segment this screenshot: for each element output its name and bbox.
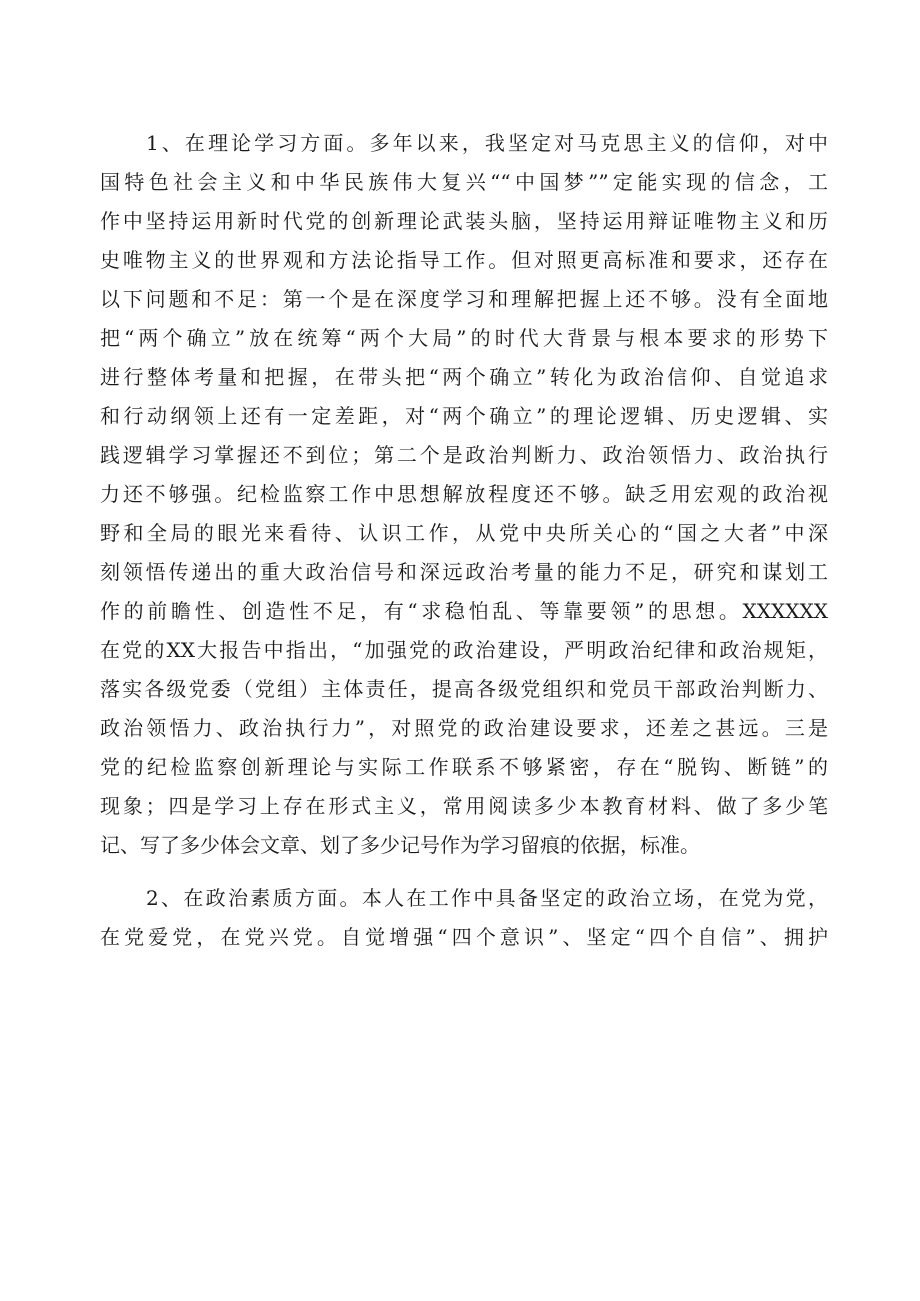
- text-line: 政治领悟力、政治执行力”，对照党的政治建设要求，还差之甚远。三是: [100, 716, 828, 740]
- text-line: 把“两个确立”放在统筹“两个大局”的时代大背景与根本要求的形势下: [100, 326, 828, 350]
- paragraph-political-quality: [100, 879, 828, 957]
- text-line: 2、在政治素质方面。本人在工作中具备坚定的政治立场，在党为党，: [146, 886, 828, 910]
- text-line: 史唯物主义的世界观和方法论指导工作。但对照更高标准和要求，还存在: [100, 248, 828, 272]
- paragraph-spacer: [100, 865, 828, 879]
- text-line: 刻领悟传递出的重大政治信号和深远政治考量的能力不足，研究和谋划工: [100, 560, 828, 584]
- text-line: 和行动纲领上还有一定差距，对“两个确立”的理论逻辑、历史逻辑、实: [100, 404, 828, 428]
- text-line: 野和全局的眼光来看待、认识工作，从党中央所关心的“国之大者”中深: [100, 521, 828, 545]
- text-line: 以下问题和不足：第一个是在深度学习和理解把握上还不够。没有全面地: [100, 287, 828, 311]
- text-line: 作中坚持运用新时代党的创新理论武装头脑，坚持运用辩证唯物主义和历: [100, 209, 828, 233]
- text-line: 党的纪检监察创新理论与实际工作联系不够紧密，存在“脱钩、断链”的: [100, 755, 828, 779]
- paragraph-theory-study: [100, 124, 828, 865]
- text-line: 践逻辑学习掌握还不到位；第二个是政治判断力、政治领悟力、政治执行: [100, 443, 828, 467]
- text-line: 记、写了多少体会文章、划了多少记号作为学习留痕的依据，标准。: [100, 833, 700, 857]
- text-line: 1、在理论学习方面。多年以来，我坚定对马克思主义的信仰，对中: [146, 131, 828, 155]
- text-line: 在党的XX大报告中指出，“加强党的政治建设，严明政治纪律和政治规矩，: [100, 638, 828, 662]
- document-body: [100, 124, 828, 957]
- text-line: 现象；四是学习上存在形式主义，常用阅读多少本教育材料、做了多少笔: [100, 794, 828, 818]
- text-line: 力还不够强。纪检监察工作中思想解放程度还不够。缺乏用宏观的政治视: [100, 482, 828, 506]
- text-line: 作的前瞻性、创造性不足，有“求稳怕乱、等靠要领”的思想。XXXXXX: [100, 599, 828, 623]
- text-line: 进行整体考量和把握，在带头把“两个确立”转化为政治信仰、自觉追求: [100, 365, 828, 389]
- text-line: 落实各级党委（党组）主体责任，提高各级党组织和党员干部政治判断力、: [100, 677, 828, 701]
- text-line: 在党爱党，在党兴党。自觉增强“四个意识”、坚定“四个自信”、拥护: [100, 925, 828, 949]
- text-line: 国特色社会主义和中华民族伟大复兴““中国梦””定能实现的信念，工: [100, 170, 828, 194]
